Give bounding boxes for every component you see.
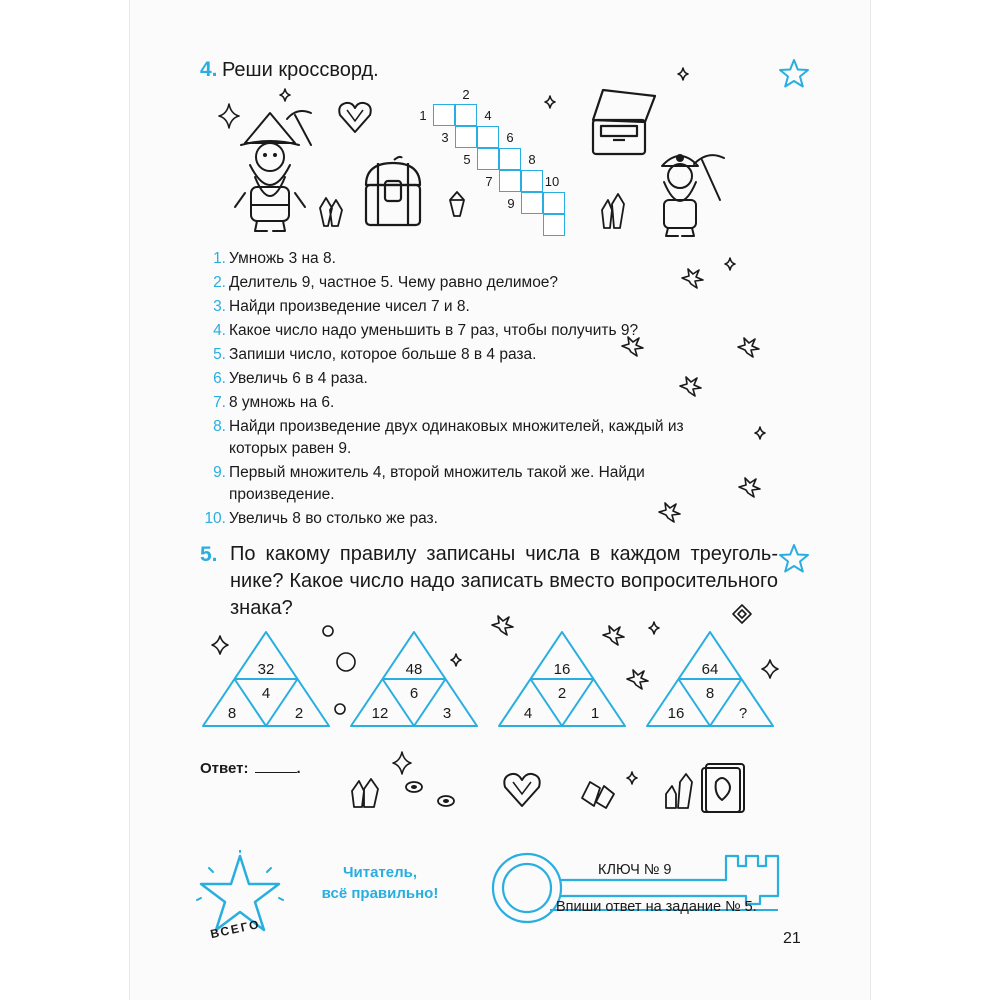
crystal-icon <box>580 778 616 810</box>
clue-item <box>207 416 729 460</box>
crystal-icon <box>662 772 698 812</box>
triangle-center-number: 2 <box>557 685 567 702</box>
crossword-number: 10 <box>544 174 560 189</box>
triangle-left-number: 12 <box>371 705 389 722</box>
clue-text: Какое число надо уменьшить в 7 раз, чтобы получить 9? <box>229 322 639 339</box>
task-5-number: 5. <box>200 543 218 566</box>
key-illustration <box>490 848 790 928</box>
difficulty-star-icon <box>778 543 810 573</box>
triangle-top-number: 48 <box>405 661 423 678</box>
crossword-number: 8 <box>528 152 536 167</box>
triangle-center-number: 6 <box>409 685 419 702</box>
clue-number: 5. <box>213 346 226 363</box>
triangle-top-number: 32 <box>257 661 275 678</box>
clue-number: 9. <box>213 464 226 481</box>
treasure-map-icon <box>700 760 750 816</box>
crossword-number: 4 <box>484 108 492 123</box>
coin-icon <box>404 780 424 794</box>
triangle-right-number: 1 <box>590 705 600 722</box>
clue-item <box>207 368 767 390</box>
clue-number: 1. <box>213 250 226 267</box>
triangle-top-number: 16 <box>553 661 571 678</box>
heart-gem-icon <box>500 768 544 810</box>
clue-item <box>204 508 767 530</box>
answer-input-line[interactable] <box>255 772 297 773</box>
clue-item <box>207 248 767 270</box>
triangle-center-number: 4 <box>261 685 271 702</box>
clue-text: Увеличь 8 во столько же раз. <box>229 510 438 527</box>
clue-item <box>207 392 767 414</box>
clue-text: Запиши число, которое больше 8 в 4 раза. <box>229 346 537 363</box>
triangle-right-number: 2 <box>294 705 304 722</box>
clue-text: Найди произведение чисел 7 и 8. <box>229 298 470 315</box>
clue-number: 4. <box>213 322 226 339</box>
clue-item <box>207 462 709 506</box>
crossword-number: 5 <box>463 152 471 167</box>
task-4-title: Реши кроссворд. <box>221 59 379 81</box>
triangle-top-number: 64 <box>701 661 719 678</box>
triangle-left-number: 8 <box>227 705 237 722</box>
crossword-number: 3 <box>441 130 449 145</box>
clue-item <box>207 296 767 318</box>
triangle-left-number: 16 <box>667 705 685 722</box>
task-4-number: 4. <box>200 58 218 81</box>
clue-list <box>204 248 767 532</box>
clue-text: Первый множитель 4, второй множитель такой же. Найди произведение. <box>229 464 645 503</box>
triangle-right-number: ? <box>738 705 748 722</box>
number-triangle <box>497 630 627 728</box>
reader-line-1: Читатель, <box>342 864 418 881</box>
clue-text: 8 умножь на 6. <box>229 394 335 411</box>
crossword-number: 6 <box>506 130 514 145</box>
number-triangle <box>645 630 775 728</box>
triangle-center-number: 8 <box>705 685 715 702</box>
answer-label: Ответ: <box>200 760 249 777</box>
reader-message <box>295 862 465 904</box>
crossword-number: 1 <box>419 108 427 123</box>
clue-number: 6. <box>213 370 226 387</box>
clue-number: 10. <box>204 510 226 527</box>
clue-number: 7. <box>213 394 226 411</box>
clue-text: Умножь 3 на 8. <box>229 250 336 267</box>
clue-text: Найди произведение двух одинаковых множителей, каждый из которых равен 9. <box>229 418 684 457</box>
answer-row: Ответ: . <box>200 760 301 777</box>
page-number: 21 <box>783 930 801 947</box>
key-title: КЛЮЧ № 9 <box>598 862 672 878</box>
clue-text: Увеличь 6 в 4 раза. <box>229 370 368 387</box>
clue-number: 8. <box>213 418 226 435</box>
triangle-left-number: 4 <box>523 705 533 722</box>
coin-icon <box>436 794 456 808</box>
reader-line-2: всё правильно! <box>321 885 439 902</box>
clue-item <box>207 344 767 366</box>
clue-item <box>207 320 767 342</box>
crystal-icon <box>350 775 382 809</box>
clue-number: 2. <box>213 274 226 291</box>
key-instruction: Впиши ответ на задание № 5. <box>556 899 757 915</box>
task-5-text: По какому правилу записаны числа в каждом треугольнике? Какое число надо записать вместо вопросительного знака? <box>230 543 778 619</box>
number-triangle <box>349 630 479 728</box>
crossword-number: 7 <box>485 174 493 189</box>
crossword-number: 2 <box>462 87 470 102</box>
clue-number: 3. <box>213 298 226 315</box>
clue-text: Делитель 9, частное 5. Чему равно делимое? <box>229 274 559 291</box>
triangle-right-number: 3 <box>442 705 452 722</box>
crossword-number: 9 <box>507 196 515 211</box>
clue-item <box>207 272 767 294</box>
total-label: ВСЕГО <box>209 916 262 942</box>
number-triangle <box>201 630 331 728</box>
